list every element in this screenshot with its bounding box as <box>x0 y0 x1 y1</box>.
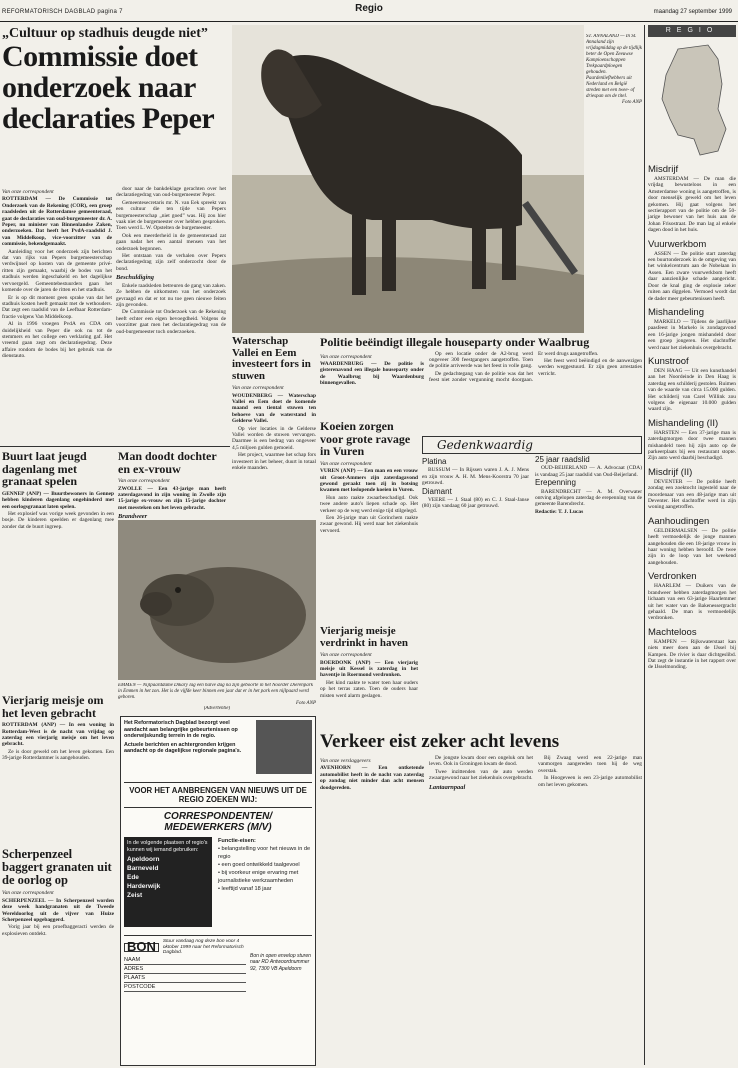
man-byline: Van onze correspondent <box>118 478 170 485</box>
lead-column-1 <box>2 186 112 446</box>
man-subhead: Brandweer <box>118 513 148 521</box>
sidebar-item-title: Mishandeling <box>648 306 704 318</box>
lead-subhead: Beschuldiging <box>116 274 154 282</box>
vierjarig-headline: Vierjarig meisje om het leven gebracht <box>2 694 104 720</box>
hippo-illustration <box>118 520 316 680</box>
verkeer-paragraph: Twee inzittenden van de auto werden zwaargewond naar het ziekenhuis overgebracht. <box>429 768 533 782</box>
bon-field-postcode[interactable]: POSTCODE <box>124 983 246 992</box>
gedenk-item-title: Erepenning <box>535 478 576 488</box>
waterschap-headline: Waterschap Vallei en Eem investeert fors in stuwen <box>232 336 311 382</box>
gedenkwaardig-box <box>422 436 642 728</box>
koeien-paragraph: Een 26-jarige man uit Gorinchem raakte zwaar gewond. Hij werd naar het ziekenhuis vervoerd. <box>320 515 418 534</box>
scherpenzeel-byline: Van onze correspondent <box>2 890 54 897</box>
place-item: Barneveld <box>127 865 159 872</box>
place-item: Apeldoorn <box>127 856 160 863</box>
koeien-intro: VUREN (ANP) — Een man en een vrouw uit Groot-Ammers zijn zaterdagavond gewond geraakt toen zij in botsing kwamen met loslopende koeien in Vuren. <box>320 468 418 494</box>
eis-item: • bij voorkeur enige ervaring met journalistieke werkzaamheden <box>218 870 299 884</box>
hippo-caption <box>118 683 316 705</box>
politie-paragraph: Op een locatie onder de A2-brug werd ongeveer 300 feestgangers aangetroffen. Toen de politie arriveerde was het feest in volle gang. <box>429 350 533 370</box>
vierjarig-article <box>2 694 114 844</box>
buurt-article <box>2 450 114 690</box>
ad-subheadline: CORRESPONDENTEN/ MEDEWERKERS (M/V) <box>163 811 273 833</box>
newspaper-name: REFORMATORISCH DAGBLAD pagina 7 <box>2 9 123 15</box>
sidebar-item-text: KAMPEN — Rijkswaterstaat kan niets meer doen aan de IJssel bij Kampen. De rivier is daar dichtgeslibd. Dat zegt de instantie in het rapport over de IJsselmonding. <box>648 638 736 671</box>
gedenk-item-title: 25 jaar raadslid <box>535 455 590 464</box>
sidebar-item <box>648 356 736 413</box>
publication-date: maandag 27 september 1999 <box>653 9 732 15</box>
photo-caption <box>586 34 642 194</box>
page-header <box>0 0 738 22</box>
buurt-intro: GENNEP (ANP) — Buurtbewoners in Gennep hebben kinderen dagenlang ongehinderd met een oorlogsgranaat laten spelen. <box>2 490 114 510</box>
sidebar-item <box>648 571 736 621</box>
netherlands-map-icon <box>648 39 736 159</box>
gedenkwaardig-label: Gedenkwaardig <box>422 436 642 454</box>
sidebar-item-title: Vuurwerkbom <box>648 238 707 250</box>
verkeer-headline: Verkeer eist zeker acht levens <box>320 732 560 752</box>
bon-address: Bon in open envelop sturen naar RD Antwoordnummer 92, 7300 VB Apeldoorn <box>250 953 311 972</box>
lead-paragraph: Al in 1996 vroegen PvdA en CDA om duidelijkheid van Peper die ook nu tot de stemmers en het college een verklaring gaf. Het vreemd gaan zegt om declaratiegedrag. Deze affaire rondom de bodes bij het gebruik van de dienstauto. <box>2 321 112 360</box>
eis-item: • een goed ontwikkeld taalgevoel <box>218 862 300 868</box>
caption-text: ST. ANNALAND — In St. Annaland zijn vrijdagmiddag op de tijdlijk beter de Open Zeeuwse Kampioenschappen Trekpaardploegen gehouden. Paardenliefhebbers uit Nederland en België streden met een twee- of driespan om de titel. <box>586 34 642 99</box>
hippo-caption-text: EMMEN — Nijlpaarddame Dikary lag een halve dag na zijn geboorte in het Noorder Dierenpark in Emmen in het zon. Het is de vijfde keer binnen een jaar dat er in het park een nijlpaard werd geboren. <box>118 683 313 700</box>
lead-paragraph: Gemeentesecretaris mr. N. van Eek spreekt van een cultuur die ten tijde van Pepers burgemeesterschap „niet goed” was. Hij zou hier vaak niet de burgemeester over hebben gesproken. Toen werd L. W. Opstelten de burgemeester. <box>116 199 226 232</box>
koeien-byline: Van onze correspondent <box>320 460 372 467</box>
ad-headline: VOOR HET AANBRENGEN VAN NIEUWS UIT DE REGIO ZOEKEN WIJ: <box>129 786 307 804</box>
scherpenzeel-intro: SCHERPENZEEL — In Scherpenzeel worden deze week handgranaten uit de Tweede Wereldoorlog uit de vijver van Huize Scherpenzeel opgebaggerd. <box>2 897 114 923</box>
photo-credit: Foto ANP <box>621 100 642 105</box>
bon-field-plaats[interactable]: PLAATS <box>124 974 246 983</box>
sidebar-item-title: Misdrijf (II) <box>648 466 693 478</box>
section-title: Regio <box>355 3 383 14</box>
place-item: Harderwijk <box>127 883 161 890</box>
verkeer-paragraph: De jongste kwam door een ongeluk om het leven. Ook in Groningen kwam de dood. <box>429 754 533 768</box>
sidebar-item-title: Machteloos <box>648 626 697 638</box>
buurt-paragraph: Het explosief was vorige week gevonden in een bosje. De kinderen speelden er dagenlang mee zonder dat de buurt ingreep. <box>2 511 114 530</box>
waterschap-byline: Van onze correspondent <box>232 385 284 392</box>
horse-plough-photo <box>232 25 584 333</box>
gedenk-credit: Redactie: T. J. Lucas <box>535 508 584 515</box>
vierjarig-paragraph: Ze is door geweld om het leven gekomen. Een 39-jarige Rotterdammer is aangehouden. <box>2 748 114 762</box>
sidebar-item <box>648 627 736 671</box>
sidebar-item <box>648 307 736 351</box>
ad-intro: Het Reformatorisch Dagblad bezorgt veel aandacht aan belangrijke gebeurtenissen op onderwijskundig terrein in de regio. <box>124 720 238 740</box>
gedenk-item-title: Platina <box>422 457 447 466</box>
scherpenzeel-paragraph: Vorig jaar bij een proefbaggeracti werden de explosieven ontdekt. <box>2 924 114 937</box>
koeien-paragraph: Hun auto raakte zwaarbeschadigd. Ook twee andere auto's liepen schade op. Het verkeer op de weg werd enige tijd stilgelegd. <box>320 494 418 514</box>
sidebar-item <box>648 418 736 462</box>
vierjarig-intro: ROTTERDAM (ANP) — In een woning in Rotterdam-West is de nacht van vrijdag op zaterdag een vierjarig meisje om het leven gebracht. <box>2 722 114 748</box>
buurt-headline: Buurt laat jeugd dagenlang met granaat spelen <box>2 450 87 489</box>
sidebar-item-text: DEVENTER — De politie heeft zondag een zoektocht ingesteld naar de moordenaar van een 48-jarige man uit Deventer. Het slachtoffer werd in zijn woning aangetroffen. <box>648 478 736 511</box>
gedenk-item-text: BARENDRECHT — A. M. Overwater ontving afgelopen zaterdag de erepenning van de gemeente Barendrecht. <box>535 488 642 508</box>
sidebar-item-text: ASSEN — De politie start zaterdag een buurtonderzoek in de omgeving van het winkelcentrum aan de Nobelaan in Assen. Een zware vuurwerkbom heeft daar aanzienlijke schade aangericht. Door de knal ging de explosie zeker ruiten aan diggelen. Vermoed wordt dat de dader meer gebeurtenissen heeft. <box>648 250 736 302</box>
sidebar-item <box>648 164 736 234</box>
lead-paragraph: Er is op dit moment geen sprake van dat het stadhuis kosten heeft gemaakt met de wethouders. Dat zegt een raadslid van de Leefbaar Rotterdam-fractie volgens Van Middelkoop. <box>2 294 112 320</box>
sidebar-item-title: Verdronken <box>648 571 697 583</box>
sidebar-item <box>648 516 736 566</box>
sidebar-item-title: Aanhoudingen <box>648 515 710 527</box>
scherpenzeel-headline: Scherpenzeel baggert granaten uit de oorlog op <box>2 848 112 888</box>
verkeer-article <box>320 732 642 1062</box>
recruitment-ad <box>120 716 316 1066</box>
lead-paragraph: Ook een meerderheid in de gemeenteraad zat gaan nadat het een aantal mensen van het onderzoek begonnen. <box>116 232 226 252</box>
eis-item: • belangstelling voor het nieuws in de regio <box>218 846 311 860</box>
place-item: Ede <box>127 874 139 881</box>
places-box <box>124 837 212 927</box>
scherpenzeel-article <box>2 848 114 1064</box>
waterschap-paragraph: Het project, waarmee het schap fors investeert in het beheer, duurt in totaal enkele maanden. <box>232 452 316 472</box>
lead-column-2 <box>116 186 226 441</box>
man-headline: Man doodt dochter en ex-vrouw <box>118 450 217 476</box>
gedenk-item-text: VEERE — J. Staal (80) en C. J. Staal-Janse (80) zijn vandaag 60 jaar getrouwd. <box>422 497 529 510</box>
horse-illustration <box>232 25 584 333</box>
bon-text: Stuur vandaag nog deze bon voor 4 oktober 1999 naar het Reformatorisch Dagblad. <box>162 939 244 956</box>
verdrinkt-intro: BOERDONK (ANP) — Een vierjarig meisje uit Kessel is zaterdag in het haventje in Roermond verdronken. <box>320 659 418 679</box>
sidebar-label: REGIO <box>648 25 736 37</box>
waterschap-article <box>232 336 316 486</box>
lead-intro: ROTTERDAM — De Commissie tot Onderzoek van de Rekening (COR), een groep raadsleden uit de Rotterdamse gemeenteraad, gaat de declaraties van oud-burgemeester dr. A. Peper, nu minister van Binnenlandse Zaken, onderzoeken. Dat heeft het PvdA-raadslid J. van Middelkoop, vice-voorzitter van de commissie, bekendgemaakt. <box>2 196 112 248</box>
politie-headline: Politie beëindigt illegale houseparty onder Waalbrug <box>320 336 590 349</box>
waterschap-intro: WOUDENBERG — Waterschap Vallei en Eem doet de komende maand een tiental stuwen ten behoeve van de waterstand in Gelderse Vallei. <box>232 392 316 425</box>
verdrinkt-byline: Van onze correspondent <box>320 652 372 659</box>
gedenk-item-title: Diamant <box>422 486 452 496</box>
lead-paragraph: Aanleiding voor het onderzoek zijn berichten dat van rijks van Pepers burgemeesterschap verdwijnsel op kosten van de gemeente privé-ritten zijn gemaakt, waarbij de bodes van het stadhuis werden ingeschakeld en het dagelijkse vervoergeld. Gemeentebestuurders gaan het komende over de jaren de ritten en het stadhuis. <box>2 248 112 294</box>
waterschap-paragraph: Op vier locaties in de Gelderse Vallei worden de stuwen vervangen. Daarmee is een bedrag van ongeveer 4,5 miljoen gulden gemoeid. <box>232 425 316 451</box>
places-intro: In de volgende plaatsen of regio's kunnen wij iemand gebruiken: <box>127 840 208 853</box>
verkeer-paragraph: In Hoogeveen is een 23-jarige automobilist om het leven gekomen. <box>538 775 642 788</box>
sidebar-item-text: HAARLEM — Duikers van de brandweer hebben zaterdagmorgen het lichaam van een 63-jarige Haarlemmer uit het water van de Bakenessergracht gehaald. De man is vermoedelijk verdronken. <box>648 583 736 622</box>
sidebar-item <box>648 239 736 302</box>
sidebar-item-title: Kunstroof <box>648 355 689 367</box>
newspaper-logo <box>256 720 312 774</box>
politie-intro: WAARDENBURG — De politie is gisterenavond een illegale houseparty onder de Waalbrug bij Waardenburg binnengevallen. <box>320 361 424 387</box>
verdrinkt-article <box>320 626 418 728</box>
eis-item: • leeftijd vanaf 18 jaar <box>218 886 272 892</box>
verkeer-paragraph: Bij Zwaag werd een 22-jarige man vanmorgen aangereden toen hij de weg overstak. <box>538 754 642 774</box>
lead-paragraph: door naar de bankdeklage gerachten over het declaratiegedrag van oud-burgemeester Peper. <box>116 186 226 199</box>
gedenk-item-text: OUD-BEIJERLAND — A. Advocaat (CDA) is vandaag 25 jaar raadslid van Oud-Beijerland. <box>535 465 642 478</box>
lead-byline: Van onze correspondent <box>2 189 54 195</box>
bon-field-naam[interactable]: NAAM <box>124 956 246 965</box>
lead-paragraph: Het ontstaan van de verhalen over Pepers declaratiegedrag zijn zelf onderzocht door de bond. <box>116 253 226 272</box>
sidebar-item-text: MARKELO — Tijdens de jaarlijkse paasfeest in Markelo is zondagavond een 16-jarige jongen mishandeld door een groep jongeren. Het slachtoffer werd naar het ziekenhuis overgebracht. <box>648 318 736 351</box>
bon-field-adres[interactable]: ADRES <box>124 965 246 974</box>
verdrinkt-headline: Vierjarig meisje verdrinkt in haven <box>320 626 409 649</box>
regio-sidebar <box>644 25 736 1065</box>
ad-intro-2: Actuele berichten en achtergronden krijgen aandacht op de dagelijkse regionale pagina's. <box>124 741 242 755</box>
koeien-headline: Koeien zorgen voor grote ravage in Vuren <box>320 420 411 459</box>
verkeer-intro: AVENHORN — Een ontketende automobilist heeft in de nacht van zaterdag op zondag niet minder dan acht mensen doodgereden. <box>320 765 424 791</box>
sidebar-item-text: DEN HAAG — Uit een kunsthandel aan het Noordeinde in Den Haag is zaterdag een schilderij gestolen. Ruimen van de waarde van circa 15.000 gulden. Het schilderij van Carel Willink zou volgens de eigenaar 10.000 gulden waard zijn. <box>648 367 736 413</box>
place-item: Zeist <box>127 892 143 899</box>
lead-headline: Commissie doet onderzoek naar declaraties Peper <box>2 40 215 135</box>
lead-paragraph: Enkele raadsleden betreuren de gang van zaken. Ze hebben de uitkomsten van het onderzoek gevraagd en dat er tot nu toe geen nieuwe feiten zijn gevonden. <box>116 282 226 308</box>
man-intro: ZWOLLE — Een 43-jarige man heeft zaterdagavond in zijn woning in Zwolle zijn 15-jarige ex-vrouw en zijn 15-jarige dochter met messteken om het leven gebracht. <box>118 485 226 511</box>
lead-paragraph: De Commissie tot Onderzoek van de Rekening heeft echter een eigen bevoegdheid. Volgens de voorzitter gaat men het declaratiegedrag van de oud-burgemeester toch onderzoeken. <box>116 309 226 335</box>
hippo-credit: Foto ANP <box>295 701 316 705</box>
sidebar-item-text: HARSTEN — Een 37-jarige man is zaterdagmorgen door twee mannen mishandeld toen hij zijn auto op de parkeerplaats bij een restaurant stopte. Zijn auto werd daarbij beschadigd. <box>648 429 736 462</box>
gedenk-item-text: BUSSUM — In Rijssen waren J. A. J. Mens en zijn vrouw A. H. M. Mens-Koorstra 70 jaar getrouwd. <box>422 467 529 487</box>
politie-paragraph: Het feest werd beëindigd en de aanwezigen werden weggestuurd. Er zijn geen arrestaties verricht. <box>538 358 642 377</box>
bon-label: BON <box>124 943 159 951</box>
hippo-photo <box>118 520 316 680</box>
verkeer-subhead: Lantaarnpaal <box>429 783 466 791</box>
sidebar-item-text: GELDERMALSEN — De politie heeft vermoedelijk de jonge mannen aangehouden die een 18-jarige vrouw in haar woning hebben beroofd. De twee zijn in de loop van het weekend aangehouden. <box>648 527 736 566</box>
sidebar-item <box>648 467 736 511</box>
verkeer-byline: Van onze verslaggevers <box>320 757 371 764</box>
politie-paragraph: De gedachtegang van de politie was dat het feest niet zonder vergunning mocht doorgaan. Er werd drugs aangetroffen. <box>429 350 599 384</box>
sidebar-item-title: Misdrijf <box>648 164 679 175</box>
sidebar-item-title: Mishandeling (II) <box>648 417 719 429</box>
politie-byline: Van onze correspondent <box>320 353 372 360</box>
advertentie-label: (Advertentie) <box>203 706 231 711</box>
verdrinkt-paragraph: Het kind raakte te water toen haar ouders op het terras zaten. Toen de ouders haar misten werd alarm geslagen. <box>320 679 418 699</box>
lead-kicker: „Cultuur op stadhuis deugde niet” <box>2 26 208 41</box>
koeien-article <box>320 420 418 620</box>
sidebar-item-text: AMSTERDAM — De man die vrijdag bewusteloos in een Amsterdamse woning is aangetroffen, is door menselijk geweld om het leven gekomen. Hij gaat volgens het sectierapport van de politie om de 50-jarige bewoner van het huis aan de Johan Frisostraat. De man lag al enkele dagen dood in het huis. <box>648 176 736 234</box>
eisen-title: Functie-eisen: <box>218 838 256 844</box>
